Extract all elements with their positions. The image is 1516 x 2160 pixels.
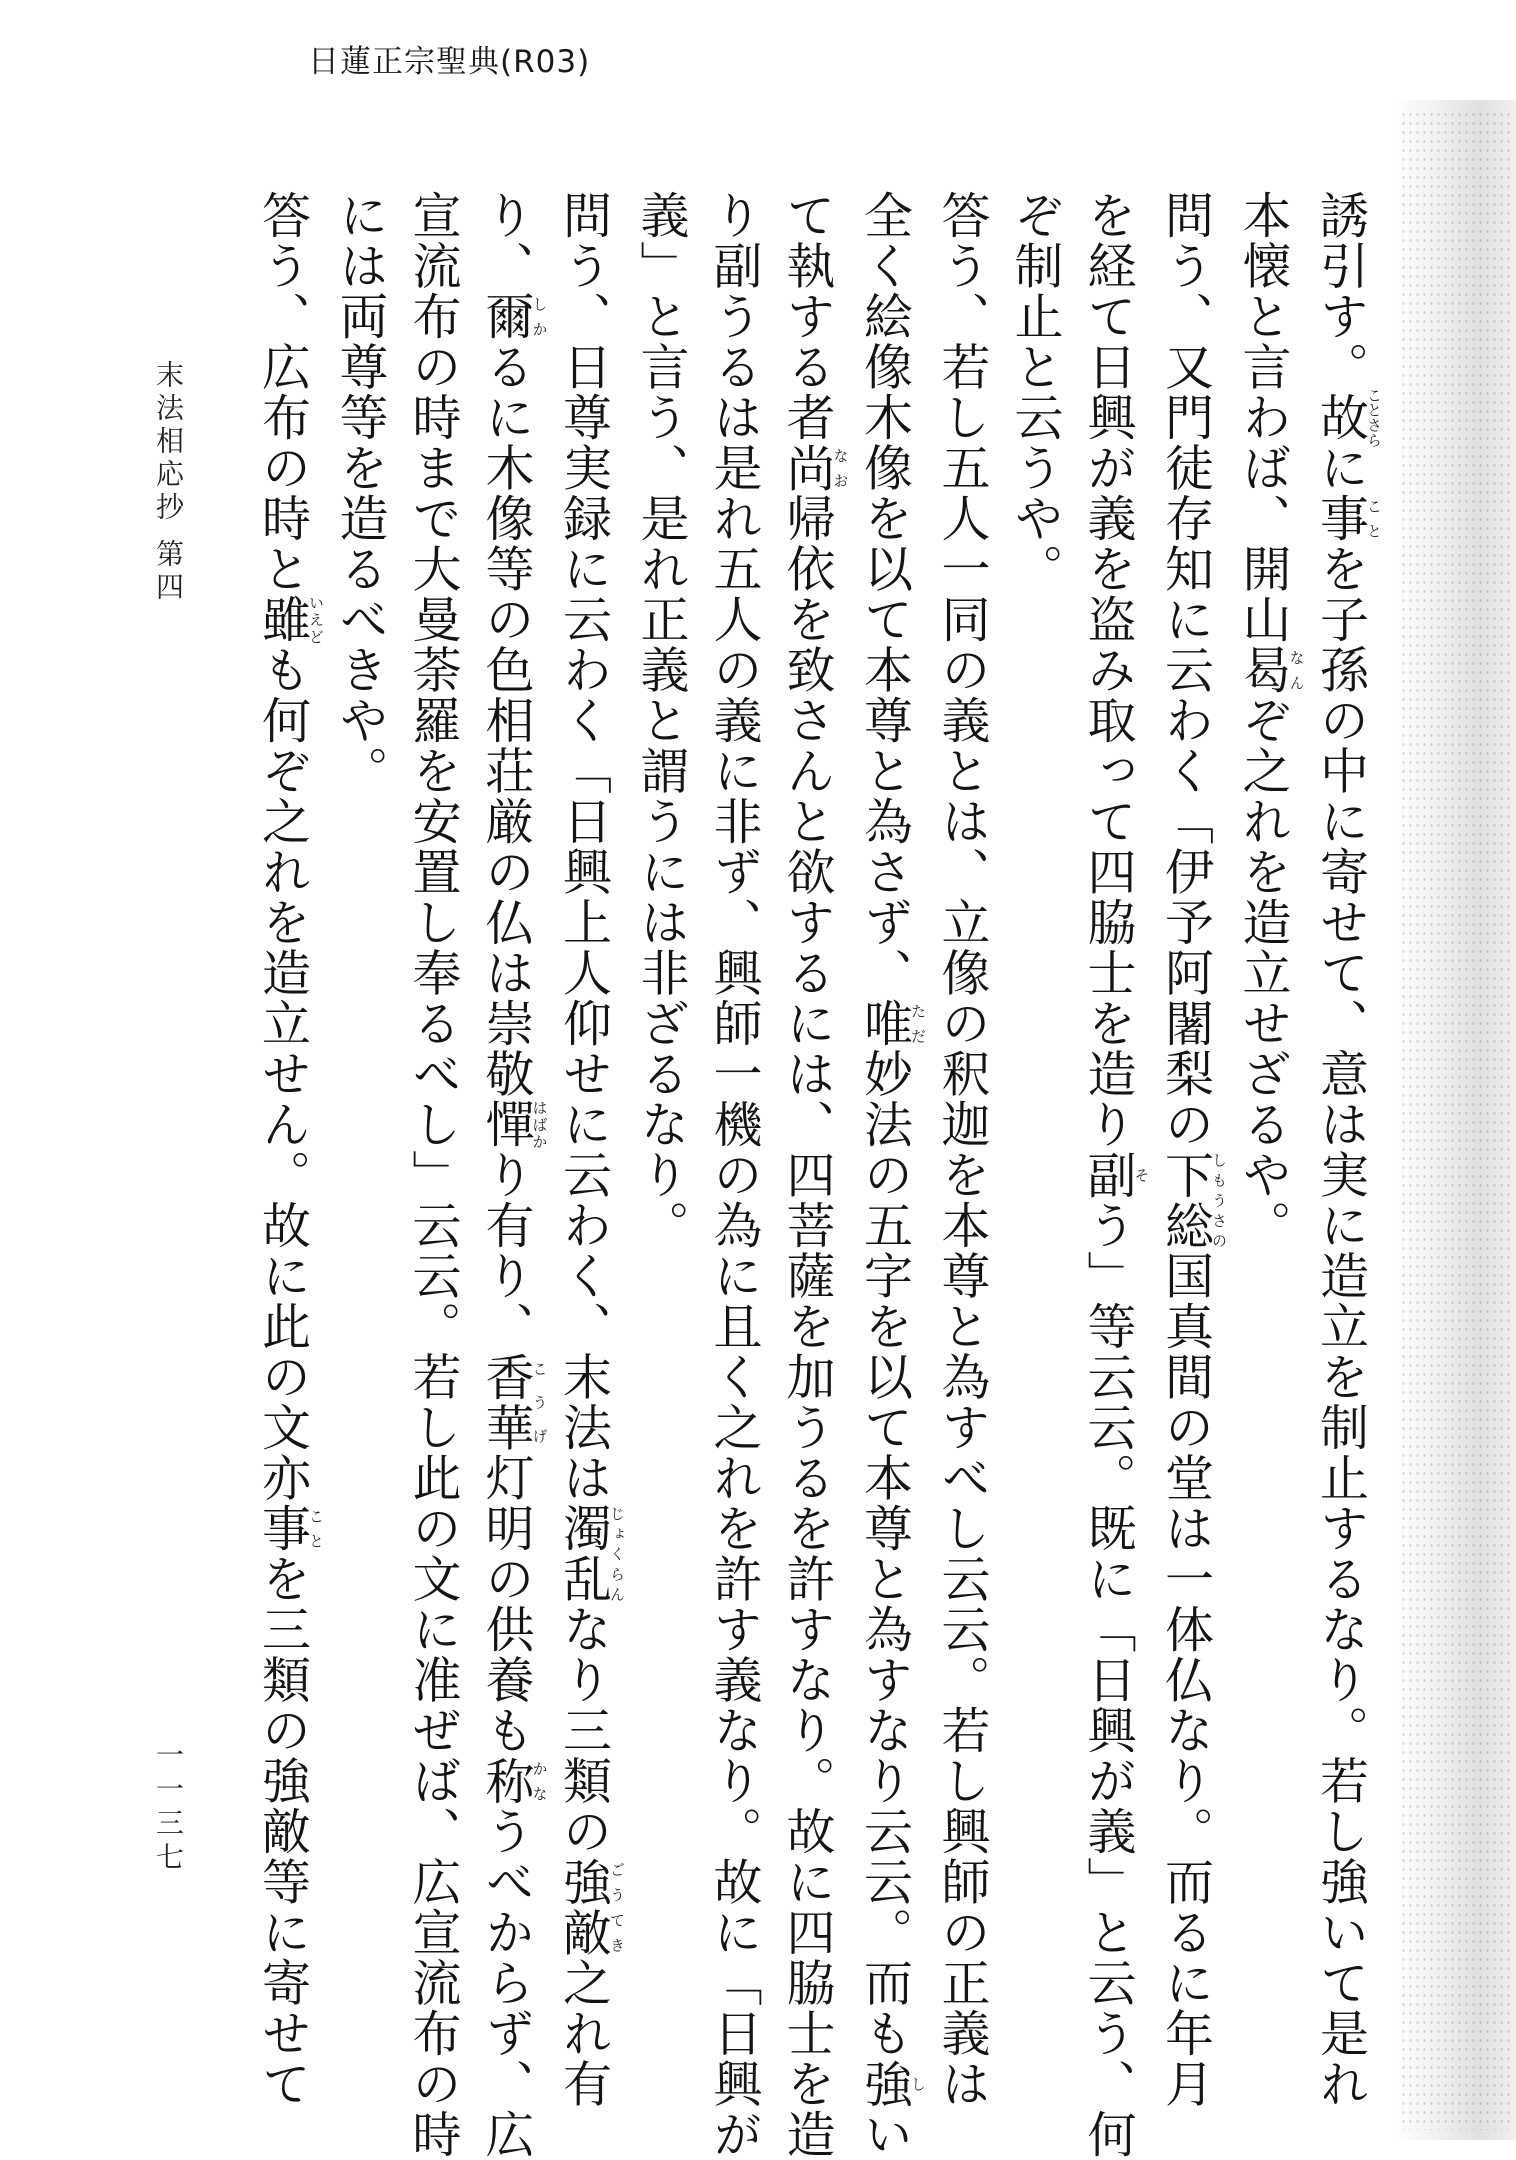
text-run: 全く絵像木像を以て本尊と為さず、: [856, 190, 914, 998]
ruby-word: 香華こうげ: [478, 1351, 549, 1453]
furigana: かな: [530, 1755, 549, 1806]
text-line: [1150, 190, 1228, 2109]
text-line: [849, 190, 927, 2160]
text-run: り有り、: [478, 1149, 535, 1352]
furigana: こと: [307, 1503, 325, 1554]
text-run: う」等云云。既に「日興が義」と云う、何: [1080, 1200, 1137, 2160]
text-run: 義」と言う、是れ正義と謂うには非ざるなり。: [633, 190, 690, 1251]
text-line: [999, 190, 1072, 2010]
text-run: り副うるは是れ五人の義に非ず、興師一機の為に且く之れを許す義なり。故に「日興が: [706, 190, 763, 2160]
text-line: [1072, 190, 1151, 2160]
text-run: 問う、日尊実録に云わく「日興上人仰せに云わく、末法は: [555, 190, 613, 1503]
text-run: を三類の強敵等に寄せて: [254, 1553, 312, 2109]
furigana: しか: [530, 291, 549, 342]
furigana: はばか: [530, 1099, 549, 1150]
text-line: [324, 190, 397, 2010]
text-line: [397, 190, 470, 2160]
ruby-word: 称かな: [478, 1755, 549, 1806]
text-run: 国真間の堂は一体仏なり。而るに年月: [1157, 1250, 1215, 2109]
text-run: には両尊等を造るべきや。: [332, 190, 389, 796]
text-run: うべからず、広: [478, 1806, 535, 2160]
text-run: 誘引す。: [1312, 190, 1370, 392]
furigana: ただ: [909, 998, 927, 1049]
text-line: [247, 190, 325, 2109]
ruby-word: 唯ただ: [856, 998, 927, 1049]
text-run: い: [856, 2109, 914, 2160]
furigana: し: [909, 2058, 927, 2109]
text-run: ぞ制止と云うや。: [1007, 190, 1064, 594]
ruby-word: 副そ: [1080, 1149, 1151, 1200]
furigana: いえど: [307, 594, 325, 645]
text-run: 問う、又門徒存知に云わく「伊予阿闍梨の: [1157, 190, 1215, 1150]
ruby-word: 故ことさら: [1312, 387, 1383, 448]
section-title: 末法相応抄 第四: [152, 360, 185, 605]
furigana: なお: [831, 442, 850, 493]
text-line: [1227, 190, 1305, 2010]
furigana: しもうさの: [1210, 1149, 1228, 1251]
ruby-word: 爾しか: [478, 291, 549, 342]
text-line: [926, 190, 999, 2109]
text-run: り、: [478, 190, 535, 291]
furigana: こと: [1365, 493, 1383, 544]
text-line: [771, 190, 850, 2160]
body-text: [212, 190, 1383, 2160]
text-run: 帰依を致さんと欲するには、四菩薩を加うるを許すなり。故に四脇士を造: [779, 493, 836, 2160]
furigana: じょくらん: [608, 1503, 626, 1604]
furigana: なん: [1287, 644, 1306, 695]
page-number: 一一三七: [152, 1740, 185, 1876]
text-run: を経て日興が義を盗み取って四脇士を造り: [1080, 190, 1137, 1150]
furigana: ことさら: [1365, 387, 1383, 448]
text-run: 宣流布の時まで大曼荼羅を安置し奉るべし」云云。若し此の文に准ぜば、広宣流布の時: [405, 190, 462, 2160]
text-run: るに木像等の色相荘厳の仏は崇敬: [478, 341, 535, 1099]
page-edge-texture: [1400, 110, 1510, 2130]
ruby-word: 事こと: [254, 1503, 325, 1554]
furigana: ごうてき: [608, 1856, 626, 1958]
text-line: [548, 190, 626, 2109]
text-run: 妙法の五字を以て本尊と為すなり云云。而も: [856, 1048, 914, 2059]
text-run: 答う、広布の時と: [254, 190, 312, 594]
ruby-word: 尚なお: [779, 442, 850, 493]
text-line: [625, 190, 698, 2010]
text-run: も何ぞ之れを造立せん。故に此の文亦: [254, 644, 312, 1503]
ruby-word: 憚はばか: [478, 1099, 549, 1150]
header-title: 日蓮正宗聖典(R03): [308, 44, 591, 80]
text-run: 答う、若し五人一同の義とは、立像の釈迦を本尊と為すべし云云。若し興師の正義は: [934, 190, 991, 2109]
text-run: 之れ有: [555, 1957, 613, 2109]
ruby-word: 曷なん: [1235, 644, 1306, 695]
text-run: て執する者: [779, 190, 836, 443]
ruby-word: 強し: [856, 2058, 927, 2109]
text-run: 灯明の供養も: [478, 1452, 535, 1756]
furigana: こうげ: [530, 1351, 549, 1453]
ruby-word: 下総しもうさの: [1157, 1149, 1228, 1251]
ruby-word: 事こと: [1312, 493, 1383, 544]
text-run: を子孫の中に寄せて、意は実に造立を制止するなり。若し強いて是れ: [1312, 543, 1370, 2109]
ruby-word: 雖いえど: [254, 594, 325, 645]
text-run: に: [1312, 442, 1370, 493]
ruby-word: 濁乱じょくらん: [555, 1503, 626, 1604]
text-run: ぞ之れを造立せざるや。: [1235, 695, 1292, 1251]
furigana: そ: [1132, 1149, 1151, 1200]
text-line: [470, 190, 549, 2160]
text-run: 本懐と言わば、開山: [1235, 190, 1292, 645]
text-line: [698, 190, 771, 2160]
text-run: なり三類の: [555, 1604, 613, 1857]
text-line: [1305, 190, 1383, 2109]
ruby-word: 強敵ごうてき: [555, 1856, 626, 1958]
